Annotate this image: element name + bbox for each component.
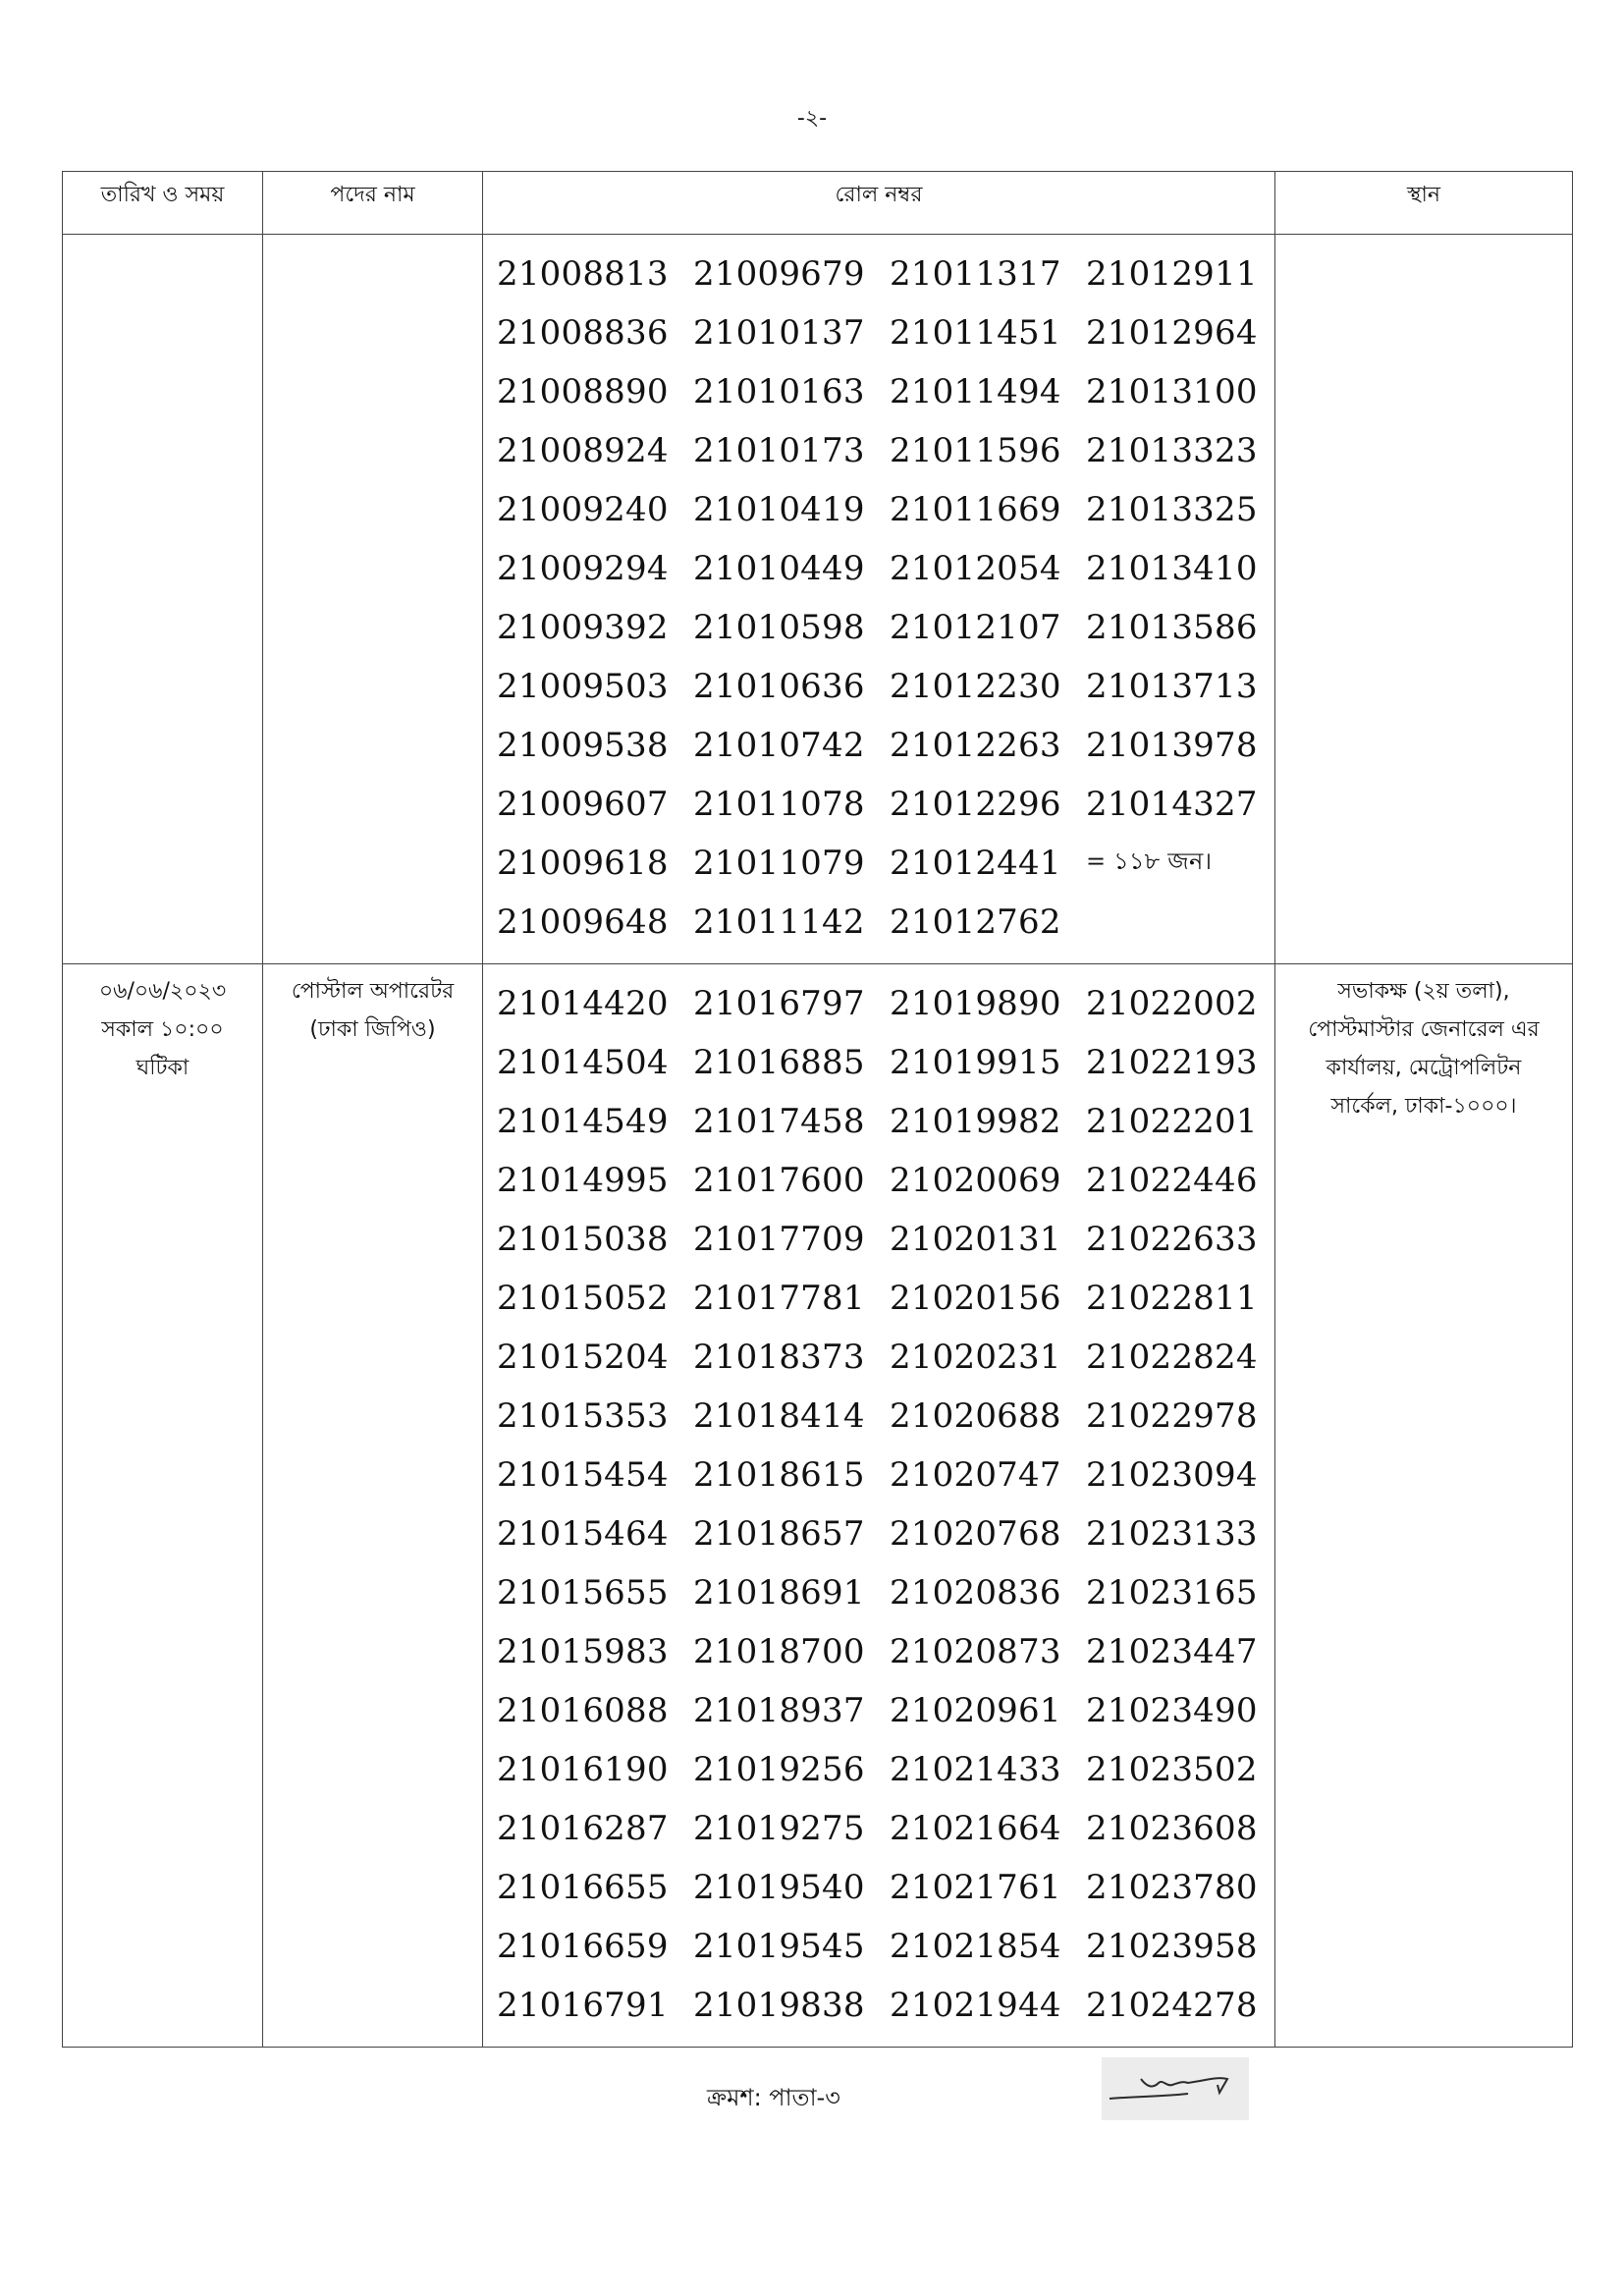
- roll-number: 21015052: [497, 1279, 669, 1318]
- roll-number: 21021433: [890, 1750, 1061, 1789]
- roll-number: 21009538: [497, 726, 669, 765]
- roll-number: 21016655: [497, 1868, 669, 1907]
- roll-number: 21023502: [1086, 1750, 1258, 1789]
- roll-number: 21013410: [1086, 549, 1258, 588]
- roll-number: 21010742: [693, 726, 865, 765]
- roll-number: 21023608: [1086, 1809, 1258, 1848]
- roll-number: 21021761: [890, 1868, 1061, 1907]
- page-number: -২-: [796, 106, 828, 131]
- roll-number: 21020768: [890, 1514, 1061, 1554]
- roll-number: 21012296: [890, 785, 1061, 824]
- header-date-time: তারিখ ও সময়: [63, 172, 263, 235]
- roll-number: 21008924: [497, 431, 669, 470]
- roll-number: 21009618: [497, 844, 669, 883]
- roll-number: 21011451: [890, 313, 1061, 353]
- roll-number: 21018373: [693, 1338, 865, 1377]
- roll-number: 21019982: [890, 1102, 1061, 1141]
- roll-number: 21009392: [497, 608, 669, 647]
- roll-number: 21013586: [1086, 608, 1258, 647]
- roll-number: 21017600: [693, 1161, 865, 1200]
- roll-number: 21012107: [890, 608, 1061, 647]
- roll-number: 21017709: [693, 1220, 865, 1259]
- roll-number: 21010636: [693, 667, 865, 706]
- roll-number: 21009607: [497, 785, 669, 824]
- roll-number: 21010449: [693, 549, 865, 588]
- roll-number: 21019275: [693, 1809, 865, 1848]
- roll-number: 21012054: [890, 549, 1061, 588]
- roll-number: 21011078: [693, 785, 865, 824]
- roll-number: 21012911: [1086, 254, 1258, 294]
- roll-number: 21013323: [1086, 431, 1258, 470]
- roll-number: 21014995: [497, 1161, 669, 1200]
- roll-number: 21010598: [693, 608, 865, 647]
- roll-number: 21023165: [1086, 1573, 1258, 1613]
- roll-number: 21020836: [890, 1573, 1061, 1613]
- roll-total-count: = ১১৮ জন।: [1086, 847, 1213, 875]
- roll-number: 21014327: [1086, 785, 1258, 824]
- roll-number: 21021944: [890, 1986, 1061, 2025]
- roll-number-grid: [497, 245, 1274, 952]
- roll-number: 21008890: [497, 372, 669, 411]
- roll-number: 21010137: [693, 313, 865, 353]
- table-row: [63, 235, 1573, 964]
- signature-image: [1102, 2057, 1249, 2120]
- continued-note: ক্রমশ: পাতা-৩: [707, 2084, 840, 2111]
- roll-number: 21019256: [693, 1750, 865, 1789]
- date-time-cell: [63, 235, 263, 964]
- roll-number: 21015038: [497, 1220, 669, 1259]
- roll-number: 21020688: [890, 1396, 1061, 1436]
- roll-number: 21020961: [890, 1691, 1061, 1730]
- roll-number: 21016659: [497, 1927, 669, 1966]
- roll-number: 21023447: [1086, 1632, 1258, 1671]
- roll-number: 21011079: [693, 844, 865, 883]
- roll-number: 21019915: [890, 1043, 1061, 1082]
- roll-number: 21023490: [1086, 1691, 1258, 1730]
- roll-number: 21013325: [1086, 490, 1258, 529]
- roll-number: 21022633: [1086, 1220, 1258, 1259]
- roll-number: 21022193: [1086, 1043, 1258, 1082]
- roll-number: 21021854: [890, 1927, 1061, 1966]
- roll-number: 21021664: [890, 1809, 1061, 1848]
- roll-number: 21019540: [693, 1868, 865, 1907]
- roll-number: 21016885: [693, 1043, 865, 1082]
- roll-number: 21018691: [693, 1573, 865, 1613]
- roll-number: 21010419: [693, 490, 865, 529]
- date-time-text: ০৬/০৬/২০২৩ সকাল ১০:০০ ঘটিকা: [98, 979, 227, 1080]
- header-venue: স্থান: [1275, 172, 1573, 235]
- header-post-name: পদের নাম: [263, 172, 483, 235]
- roll-number: 21010163: [693, 372, 865, 411]
- roll-number: 21023958: [1086, 1927, 1258, 1966]
- roll-number: 21013100: [1086, 372, 1258, 411]
- roll-number: 21022201: [1086, 1102, 1258, 1141]
- roll-number: 21012441: [890, 844, 1061, 883]
- roll-number: 21011669: [890, 490, 1061, 529]
- exam-schedule-table: [62, 171, 1573, 2048]
- roll-number: 21022446: [1086, 1161, 1258, 1200]
- roll-number: 21022978: [1086, 1396, 1258, 1436]
- roll-number: 21016791: [497, 1986, 669, 2025]
- roll-number: 21015464: [497, 1514, 669, 1554]
- roll-number: 21014420: [497, 984, 669, 1023]
- roll-number: 21018615: [693, 1455, 865, 1495]
- roll-number: 21010173: [693, 431, 865, 470]
- table-header-row: [63, 172, 1573, 235]
- roll-number: 21008836: [497, 313, 669, 353]
- roll-number: 21009679: [693, 254, 865, 294]
- roll-number: 21018937: [693, 1691, 865, 1730]
- roll-number: 21019545: [693, 1927, 865, 1966]
- post-name-cell: [263, 964, 483, 2048]
- roll-number: 21011596: [890, 431, 1061, 470]
- roll-number: 21016088: [497, 1691, 669, 1730]
- venue-cell: [1275, 235, 1573, 964]
- date-time-cell: [63, 964, 263, 2048]
- roll-number: 21011494: [890, 372, 1061, 411]
- post-name-cell: [263, 235, 483, 964]
- roll-number: 21020747: [890, 1455, 1061, 1495]
- roll-number: 21022002: [1086, 984, 1258, 1023]
- roll-number: 21013978: [1086, 726, 1258, 765]
- roll-number: 21011142: [693, 902, 865, 942]
- roll-number: 21015655: [497, 1573, 669, 1613]
- roll-number: 21012762: [890, 902, 1061, 942]
- roll-number: 21022811: [1086, 1279, 1258, 1318]
- roll-number: 21015204: [497, 1338, 669, 1377]
- roll-number: 21011317: [890, 254, 1061, 294]
- roll-number: 21023133: [1086, 1514, 1258, 1554]
- roll-number: 21017458: [693, 1102, 865, 1141]
- roll-number: 21016287: [497, 1809, 669, 1848]
- roll-number: 21020131: [890, 1220, 1061, 1259]
- roll-number: 21019890: [890, 984, 1061, 1023]
- roll-number: 21020231: [890, 1338, 1061, 1377]
- table-row: [63, 964, 1573, 2048]
- roll-number: 21012964: [1086, 313, 1258, 353]
- roll-number: 21014549: [497, 1102, 669, 1141]
- roll-number: 21022824: [1086, 1338, 1258, 1377]
- roll-number: 21019838: [693, 1986, 865, 2025]
- roll-number: 21013713: [1086, 667, 1258, 706]
- roll-number: 21018657: [693, 1514, 865, 1554]
- roll-number: 21014504: [497, 1043, 669, 1082]
- roll-number: 21009294: [497, 549, 669, 588]
- header-roll-numbers: রোল নম্বর: [483, 172, 1275, 235]
- roll-number: 21015983: [497, 1632, 669, 1671]
- roll-number: 21009648: [497, 902, 669, 942]
- roll-number: 21015353: [497, 1396, 669, 1436]
- roll-number: 21012263: [890, 726, 1061, 765]
- post-name-text: পোস্টাল অপারেটর (ঢাকা জিপিও): [291, 979, 455, 1042]
- roll-number: 21023780: [1086, 1868, 1258, 1907]
- roll-number: 21017781: [693, 1279, 865, 1318]
- venue-cell: [1275, 964, 1573, 2048]
- roll-number: 21012230: [890, 667, 1061, 706]
- roll-numbers-cell: [483, 964, 1275, 2048]
- roll-number: 21024278: [1086, 1986, 1258, 2025]
- roll-number: 21018700: [693, 1632, 865, 1671]
- venue-text: সভাকক্ষ (২য় তলা), পোস্টমাস্টার জেনারেল এর কার্যালয়, মেট্রোপলিটন সার্কেল, ঢাকা-১০০০।: [1308, 979, 1540, 1119]
- roll-number: 21009240: [497, 490, 669, 529]
- roll-number: 21008813: [497, 254, 669, 294]
- roll-number-grid: [497, 974, 1274, 2035]
- roll-number: 21015454: [497, 1455, 669, 1495]
- roll-number: 21020156: [890, 1279, 1061, 1318]
- roll-number: 21020873: [890, 1632, 1061, 1671]
- roll-number: 21009503: [497, 667, 669, 706]
- roll-numbers-cell: [483, 235, 1275, 964]
- roll-number: 21016797: [693, 984, 865, 1023]
- roll-number: 21023094: [1086, 1455, 1258, 1495]
- roll-number: 21016190: [497, 1750, 669, 1789]
- roll-number: 21020069: [890, 1161, 1061, 1200]
- roll-number: 21018414: [693, 1396, 865, 1436]
